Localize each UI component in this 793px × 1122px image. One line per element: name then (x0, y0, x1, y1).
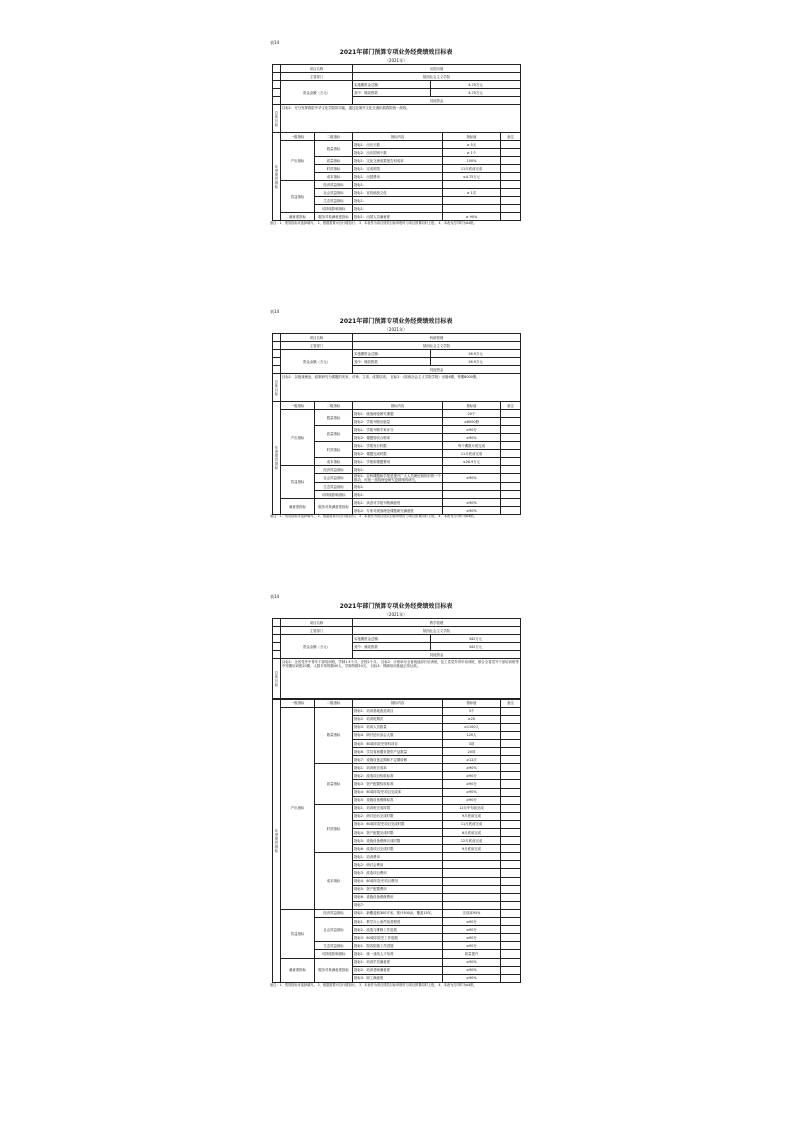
dept-label: 主管部门 (281, 342, 353, 350)
indicator-content: 指标1：完成时限 (353, 165, 443, 173)
indicator-value (443, 197, 501, 205)
quantity-sub-label: 数量指标 (315, 707, 353, 764)
table-note: 备注：1、绩效指标可选择填写。 2、根据需要可自行增加行。 3、本表作为项目绩效目标申报时与项目预算同时上报。 4、本表为打印时为A4纸。 (270, 514, 477, 518)
indicator-value (443, 181, 501, 189)
indicator-value: 100% (443, 157, 501, 165)
header-content: 指标内容 (353, 699, 443, 707)
indicator-content: 指标2：学报刊物出版量 (353, 418, 443, 426)
indicator-content: 指标5：资产配置费用 (353, 885, 443, 893)
satisfaction-indicator-label: 满意度指标 (281, 958, 315, 982)
indicator-value: 11月底前完成 (443, 820, 501, 828)
indicator-content: 指标3：60周年院史工作进展 (353, 934, 443, 942)
funds-total-label: 实施期资金总额： (353, 350, 431, 358)
indicator-remark (501, 434, 521, 442)
indicator-content: 指标1： (353, 491, 443, 499)
sustainable-sub-label: 可持续影响指标 (315, 950, 353, 958)
indicator-content: 指标1：院容院貌工作进展 (353, 942, 443, 950)
indicator-value (443, 885, 501, 893)
indicator-content: 指标5：60周年院史资料项目 (353, 739, 443, 747)
cost-sub-label: 成本指标 (315, 853, 353, 910)
indicator-content: 指标2：出访国别个数 (353, 149, 443, 157)
funds-total-value: 26.9万元 (431, 350, 521, 358)
indicator-content: 指标4：60周年院史项目完成率 (353, 788, 443, 796)
indicator-content: 指标1：学报和课题费用 (353, 458, 443, 466)
indicator-content: 指标1：教学办公条件改善程度 (353, 918, 443, 926)
output-indicator-label: 产出指标 (281, 410, 315, 466)
project-name-label: 项目名称 (281, 65, 353, 73)
sustainable-sub-label: 可持续影响指标 (315, 205, 353, 213)
indicator-remark (501, 731, 521, 739)
table-note: 备注：1、绩效指标可选择填写。 2、根据需要可自行增加行。 3、本表作为项目绩效目标申报时与项目预算同时上报。 4、本表为打印时为A4纸。 (270, 221, 477, 225)
table-title: 2021年部门预算专项业务经费绩效目标表 (339, 49, 453, 56)
indicator-value: ≥90% (443, 974, 501, 982)
indicator-content: 指标1：出国费用 (353, 173, 443, 181)
indicator-content: 指标1：出国人员满意度 (353, 213, 443, 221)
indicator-remark (501, 205, 521, 213)
project-name-value: 教学管理 (353, 619, 521, 627)
indicator-value: ≥90% (443, 788, 501, 796)
indicator-remark (501, 474, 521, 483)
indicator-content: 指标1：文化交流成果报告形成率 (353, 157, 443, 165)
project-info-table (272, 618, 521, 699)
indicator-content: 指标7： (353, 901, 443, 909)
satisfaction-indicator-label: 满意度指标 (281, 499, 315, 515)
indicator-table (272, 132, 521, 221)
indicator-value: 20项 (443, 748, 501, 756)
indicator-remark (501, 958, 521, 966)
project-name-label: 项目名称 (281, 619, 353, 627)
funds-label: 资金金额（万元） (281, 81, 353, 105)
indicator-remark (501, 934, 521, 942)
indicator-content: 指标6：设施设备维修费用 (353, 893, 443, 901)
indicator-content: 指标2：研讨论坛完成时限 (353, 812, 443, 820)
indicator-value: ≥90分 (443, 918, 501, 926)
table-row (273, 499, 521, 507)
indicator-value: ≥90分 (443, 942, 501, 950)
indicator-value: ≤26.9万元 (443, 458, 501, 466)
indicator-content: 指标1：统战理论研究课题 (353, 410, 443, 418)
indicator-content: 指标1：培训班完成时限 (353, 804, 443, 812)
indicator-remark (501, 458, 521, 466)
indicator-remark (501, 715, 521, 723)
indicator-value (443, 869, 501, 877)
indicator-content: 指标7：设施设备定期和不定期检修 (353, 756, 443, 764)
dept-label: 主管部门 (281, 73, 353, 81)
indicator-value (443, 205, 501, 213)
economic-sub-label: 经济效益指标 (315, 466, 353, 474)
table-row (273, 909, 521, 917)
table-row (273, 410, 521, 418)
dept-value: 陕西社会主义学院 (353, 627, 521, 635)
indicator-remark (501, 499, 521, 507)
output-indicator-label: 产出指标 (281, 141, 315, 181)
quality-sub-label: 质量指标 (315, 764, 353, 804)
timeliness-sub-label: 时效指标 (315, 804, 353, 853)
indicator-content: 指标2：专家对统战理论课题研究满意度 (353, 507, 443, 515)
header-value: 指标值 (443, 133, 501, 141)
indicator-value: ≥12次 (443, 756, 501, 764)
indicator-value: ≥ 5天 (443, 141, 501, 149)
indicator-remark (501, 804, 521, 812)
indicator-value: ≥ 1次 (443, 189, 501, 197)
indicator-remark (501, 197, 521, 205)
table-label: 表14 (270, 594, 280, 599)
indicator-content: 指标1：培训班完成率 (353, 764, 443, 772)
economic-sub-label: 经济效益指标 (315, 909, 353, 917)
goal-side-label: 总体目标 (273, 105, 281, 133)
indicator-content: 指标5：设施设备维修完成时限 (353, 837, 443, 845)
indicator-value: ≥90分 (443, 426, 501, 434)
indicator-content: 指标3：改造项目费用 (353, 869, 443, 877)
overall-goal-text: 目标1：以统战理论、政策研究为课题的发布、评审、立项、成果结项。 目标2：《陕西社会主义学院学报》出版6期，每期8000册。 (281, 374, 521, 402)
indicator-content: 指标4：60周年院史项目费用 (353, 877, 443, 885)
indicator-table (272, 699, 521, 983)
effect-indicator-label: 效益指标 (281, 466, 315, 499)
indicator-remark (501, 466, 521, 474)
funds-total-value: 342万元 (431, 635, 521, 643)
table-row (273, 707, 521, 715)
header-remark: 备注 (501, 699, 521, 707)
indicator-remark (501, 845, 521, 853)
indicator-remark (501, 426, 521, 434)
indicator-remark (501, 837, 521, 845)
indicator-value: ≥90% (443, 499, 501, 507)
indicator-content: 指标3：职工满意度 (353, 974, 443, 982)
indicator-value (443, 901, 501, 909)
indicator-remark (501, 723, 521, 731)
indicator-content: 指标5：设施设备维修标准 (353, 796, 443, 804)
funds-fiscal-value: 342万元 (431, 643, 521, 651)
indicator-remark (501, 853, 521, 861)
project-name-value: 出国出境 (353, 65, 521, 73)
table-row (273, 181, 521, 189)
table-year: （2021年） (384, 612, 408, 617)
indicator-content: 指标2：改造项目验收标准 (353, 772, 443, 780)
satisfaction-sub-label: 服务对象满意度指标 (315, 213, 353, 221)
timeliness-sub-label: 时效指标 (315, 165, 353, 173)
sustainable-sub-label: 可持续影响指标 (315, 491, 353, 499)
funds-fiscal-label: 其中：财政拨款 (353, 643, 431, 651)
indicator-content: 指标3：培训人员数量 (353, 723, 443, 731)
indicator-content: 指标1： (353, 181, 443, 189)
indicator-value: ≥90% (443, 507, 501, 515)
project-info-table (272, 333, 521, 402)
indicator-value: ≥90% (443, 958, 501, 966)
header-content: 指标内容 (353, 133, 443, 141)
indicator-content: 指标1：读者对学报刊物满意度 (353, 499, 443, 507)
indicator-content: 指标1：出访天数 (353, 141, 443, 149)
indicator-remark (501, 861, 521, 869)
economic-sub-label: 经济效益指标 (315, 181, 353, 189)
indicator-remark (501, 909, 521, 917)
indicator-content: 指标1： (353, 483, 443, 491)
indicator-content: 指标1：宣传统战文化 (353, 189, 443, 197)
indicator-remark (501, 772, 521, 780)
indicator-value: ≥90% (443, 474, 501, 483)
indicator-remark (501, 149, 521, 157)
indicator-content: 指标1：新覆盖积300平米，预计500余，覆盖15年。 (353, 909, 443, 917)
indicator-value: 120人 (443, 731, 501, 739)
indicator-remark (501, 739, 521, 747)
indicator-content: 指标3：60周年院史项目完成时限 (353, 820, 443, 828)
indicator-content: 指标2：研讨会费用 (353, 861, 443, 869)
indicator-remark (501, 942, 521, 950)
table-row (273, 141, 521, 149)
indicator-content: 指标2：课题完成时限 (353, 450, 443, 458)
indicator-value: ≥90分 (443, 780, 501, 788)
indicator-value: 3个 (443, 707, 501, 715)
header-value: 指标值 (443, 402, 501, 410)
goal-side-label: 总体目标 (273, 659, 281, 699)
indicator-content: 指标6：学员食宿服务提供产品数量 (353, 748, 443, 756)
indicator-remark (501, 764, 521, 772)
indicator-remark (501, 410, 521, 418)
annual-side-label: 年度绩效指标 (273, 699, 281, 982)
indicator-content: 指标1： (353, 197, 443, 205)
indicator-value: 3项 (443, 739, 501, 747)
indicator-value: 11月底前完成 (443, 450, 501, 458)
satisfaction-indicator-label: 满意度指标 (281, 213, 315, 221)
indicator-remark (501, 707, 521, 715)
header-level1: 一级指标 (281, 699, 315, 707)
header-remark: 备注 (501, 402, 521, 410)
cost-sub-label: 成本指标 (315, 458, 353, 466)
cost-sub-label: 成本指标 (315, 173, 353, 181)
funds-total-label: 实施期资金总额： (353, 635, 431, 643)
indicator-content: 指标1：培训基地改造项目 (353, 707, 443, 715)
project-name-label: 项目名称 (281, 334, 353, 342)
effect-indicator-label: 效益指标 (281, 909, 315, 958)
quality-sub-label: 质量指标 (315, 157, 353, 165)
indicator-value: ≥90% (443, 434, 501, 442)
indicator-remark (501, 820, 521, 828)
indicator-value (443, 853, 501, 861)
table-year: （2021年） (384, 327, 408, 332)
indicator-remark (501, 442, 521, 450)
overall-goal-text: 目标1：全省党外中青年干部培训班，学制1.5个月，在校2个月。 目标2：计划举办全省统战部长培训班，及工党党外青年培训班，联合全省党外干部培训班等中短期培训班20期，人数平均每期40人，学制每期10天。 目标3：保障培训基地正常运转。 (281, 659, 521, 699)
indicator-content: 指标1：培训学员满意度 (353, 958, 443, 966)
indicator-value: 每个偶数月底完成 (443, 442, 501, 450)
social-sub-label: 社会效益指标 (315, 189, 353, 197)
header-remark: 备注 (501, 133, 521, 141)
indicator-remark (501, 974, 521, 982)
ecological-sub-label: 生态效益指标 (315, 483, 353, 491)
indicator-content: 指标2：改造与维修工作进展 (353, 926, 443, 934)
table-title: 2021年部门预算专项业务经费绩效目标表 (339, 603, 453, 610)
satisfaction-sub-label: 服务对象满意度指标 (315, 958, 353, 982)
indicator-value: ≥90分 (443, 934, 501, 942)
indicator-value: 12月底前完成 (443, 837, 501, 845)
funds-fiscal-label: 其中：财政拨款 (353, 89, 431, 97)
table-label: 表14 (270, 309, 280, 314)
indicator-remark (501, 869, 521, 877)
table-note: 备注：1、绩效指标可选择填写。 2、根据需要可自行增加行。 3、本表作为项目绩效目标申报时与项目预算同时上报。 4、本表为打印时为A4纸。 (270, 983, 477, 987)
funds-label: 资金金额（万元） (281, 635, 353, 659)
indicator-content: 指标1：学报发行时限 (353, 442, 443, 450)
indicator-remark (501, 877, 521, 885)
table-label: 表14 (270, 40, 280, 45)
indicator-value: 20个 (443, 410, 501, 418)
overall-goal-text: 目标1：充分发挥我院中华文化学院的功能，通过赴境外文化交流拓展我院统一战线。 (281, 105, 521, 133)
indicator-value: 6月底前完成 (443, 829, 501, 837)
indicator-remark (501, 748, 521, 756)
indicator-value: ≥20 (443, 715, 501, 723)
quantity-sub-label: 数量指标 (315, 141, 353, 157)
table-title: 2021年部门预算专项业务经费绩效目标表 (339, 318, 453, 325)
indicator-content: 指标1：社科课题和学报是提升广大人员理论和知识的一个推动，可统一战线理论研究更精细的研究。 (354, 474, 441, 482)
dept-value: 陕西社会主义学院 (353, 73, 521, 81)
indicator-value: 9月底前完成 (443, 812, 501, 820)
funds-label: 资金金额（万元） (281, 350, 353, 374)
indicator-remark (501, 829, 521, 837)
indicator-content: 指标2：培训老师满意度 (353, 966, 443, 974)
indicator-remark (501, 483, 521, 491)
indicator-remark (501, 918, 521, 926)
indicator-remark (501, 418, 521, 426)
ecological-sub-label: 生态效益指标 (315, 197, 353, 205)
table-year: （2021年） (384, 58, 408, 63)
satisfaction-sub-label: 服务对象满意度指标 (315, 499, 353, 515)
timeliness-sub-label: 时效指标 (315, 442, 353, 458)
dept-label: 主管部门 (281, 627, 353, 635)
indicator-value (443, 466, 501, 474)
indicator-remark (501, 213, 521, 221)
indicator-remark (501, 926, 521, 934)
header-level2: 二级指标 (315, 699, 353, 707)
goal-side-label: 总体目标 (273, 374, 281, 402)
annual-side-label: 年度绩效指标 (273, 133, 281, 221)
indicator-remark (501, 756, 521, 764)
table-row (273, 466, 521, 474)
funds-total-label: 实施期资金总额： (353, 81, 431, 89)
funds-total-value: 4.75万元 (431, 81, 521, 89)
indicator-content: 指标4：研讨论坛参会人数 (353, 731, 443, 739)
header-level2: 二级指标 (315, 402, 353, 410)
indicator-value (443, 491, 501, 499)
indicator-remark (501, 780, 521, 788)
indicator-value: ≤4.75万元 (443, 173, 501, 181)
social-sub-label: 社会效益指标 (315, 474, 353, 483)
indicator-content: 指标1：学报刊物专家评分 (353, 426, 443, 434)
indicator-value (443, 483, 501, 491)
indicator-value: ≥90分 (443, 772, 501, 780)
indicator-remark (501, 189, 521, 197)
indicator-value: 9月底前完成 (443, 845, 501, 853)
indicator-content: 指标6：改造项目完成时限 (353, 845, 443, 853)
indicator-value: ≥90分 (443, 796, 501, 804)
funds-other-label: 其他资金 (353, 97, 521, 105)
indicator-remark (501, 885, 521, 893)
indicator-value: 12月中旬前完成 (443, 804, 501, 812)
indicator-table (272, 401, 521, 515)
quantity-sub-label: 数量指标 (315, 410, 353, 426)
header-content: 指标内容 (353, 402, 443, 410)
funds-fiscal-value: 26.9万元 (431, 358, 521, 366)
funds-other-label: 其他资金 (353, 366, 521, 374)
indicator-remark (501, 181, 521, 189)
indicator-value (443, 893, 501, 901)
annual-side-label: 年度绩效指标 (273, 402, 281, 515)
indicator-content: 指标1：培训费用 (353, 853, 443, 861)
project-info-table (272, 64, 521, 133)
indicator-content: 指标1： (353, 466, 443, 474)
indicator-remark (501, 165, 521, 173)
social-sub-label: 社会效益指标 (315, 918, 353, 942)
table-row (273, 213, 521, 221)
header-level1: 一级指标 (281, 133, 315, 141)
indicator-value: ≥90% (443, 966, 501, 974)
indicator-content: 指标3：资产配置验收标准 (353, 780, 443, 788)
indicator-value: ≥90分 (443, 926, 501, 934)
indicator-remark (501, 450, 521, 458)
indicator-content: 指标2：培训班期次 (353, 715, 443, 723)
indicator-remark (501, 788, 521, 796)
indicator-value: ≥1100人 (443, 723, 501, 731)
funds-fiscal-label: 其中：财政拨款 (353, 358, 431, 366)
indicator-remark (501, 173, 521, 181)
funds-other-label: 其他资金 (353, 651, 521, 659)
funds-fiscal-value: 4.75万元 (431, 89, 521, 97)
indicator-content: 指标1：统一战线人才培养 (353, 950, 443, 958)
indicator-remark (501, 950, 521, 958)
indicator-value (443, 861, 501, 869)
indicator-content: 指标1： (353, 205, 443, 213)
indicator-value (443, 877, 501, 885)
indicator-value: ≥8000册 (443, 418, 501, 426)
table-row (273, 958, 521, 966)
indicator-value: ≥90% (443, 764, 501, 772)
output-indicator-label: 产出指标 (281, 707, 315, 909)
header-value: 指标值 (443, 699, 501, 707)
indicator-value: 质量提升 (443, 950, 501, 958)
indicator-remark (501, 796, 521, 804)
header-level2: 二级指标 (315, 133, 353, 141)
indicator-content: 指标2：课题验收合格率 (353, 434, 443, 442)
quality-sub-label: 质量指标 (315, 426, 353, 442)
indicator-content: 指标4：资产配置完成时限 (353, 829, 443, 837)
ecological-sub-label: 生态效益指标 (315, 942, 353, 950)
indicator-remark (501, 893, 521, 901)
indicator-value: ≥ 1个 (443, 149, 501, 157)
indicator-remark (501, 491, 521, 499)
indicator-remark (501, 141, 521, 149)
indicator-remark (501, 157, 521, 165)
header-level1: 一级指标 (281, 402, 315, 410)
indicator-value: 完成率95% (443, 909, 501, 917)
effect-indicator-label: 效益指标 (281, 181, 315, 213)
project-name-value: 科研管理 (353, 334, 521, 342)
indicator-value: ≥ 90% (443, 213, 501, 221)
dept-value: 陕西社会主义学院 (353, 342, 521, 350)
indicator-remark (501, 812, 521, 820)
indicator-value: 11月底前完成 (443, 165, 501, 173)
indicator-remark (501, 901, 521, 909)
indicator-remark (501, 966, 521, 974)
